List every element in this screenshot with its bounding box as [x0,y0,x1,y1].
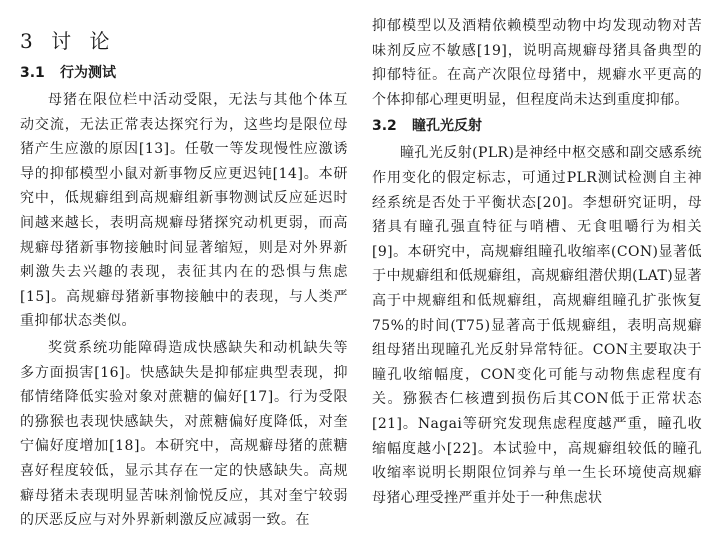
right-column [372,0,702,510]
paragraph: 奖赏系统功能障碍造成快感缺失和动机缺失等多方面损害[16]。快感缺失是抑郁症典型表现，抑郁情绪降低实验对象对蔗糖的偏好[17]。行为受限的猕猴也表现快感缺失，对蔗糖偏好度降低，对奎宁偏好度增加[18]。本研究中，高规癖母猪的蔗糖喜好程度较低，显示其存在一定的快感缺失。高规癖母猪未表现明显苦味剂愉悦反应，其对奎宁较弱的厌恶反应与对外界新刺激反应减弱一致。在 [20,339,348,529]
subsection-heading-3-2 [372,115,702,137]
subsection-heading-3-1 [20,62,348,84]
section-title: 3 讨 论 [20,29,116,53]
left-column [20,0,348,533]
paragraph: 瞳孔光反射(PLR)是神经中枢交感和副交感系统作用变化的假定标志，可通过PLR测试检测自主神经系统是否处于平衡状态[20]。李想研究证明，母猪具有瞳孔强直特征与哨槽、无食咀嚼行为相关[9]。本研究中，高规癖组瞳孔收缩率(CON)显著低于中规癖组和低规癖组，高规癖组潜伏期(LAT)显著高于中规癖组和低规癖组，高规癖组瞳孔扩张恢复75%的时间(T75)显著高于低规癖组，表明高规癖组母猪出现瞳孔光反射异常特征。CON主要取决于瞳孔收缩幅度，CON变化可能与动物焦虑程度有关。猕猴杏仁核遭到损伤后其CON低于正常状态[21]。Nagai等研究发现焦虑程度越严重，瞳孔收缩幅度越小[22]。本试验中，高规癖组较低的瞳孔收缩率说明长期限位饲养与单一生长环境使高规癖母猪心理受挫严重并处于一种焦虑状 [372,145,702,506]
subsection-title: 瞳孔光反射 [412,118,482,135]
paragraph-continued: 抑郁模型以及酒精依赖模型动物中均发现动物对苦味剂反应不敏感[19]，说明高规癖母猪具备典型的抑郁特征。在高产次限位母猪中，规癖水平更高的个体抑郁心理更明显，但程度尚未达到重度抑郁。 [372,18,702,108]
subsection-number: 3.2 [372,118,397,135]
subsection-number: 3.1 [20,65,45,81]
paragraph: 母猪在限位栏中活动受限，无法与其他个体互动交流，无法正常表达探究行为，这些均是限位母猪产生应激的原因[13]。任敬一等发现慢性应激诱导的抑郁模型小鼠对新事物反应更迟钝[14]。本研究中，低规癖组到高规癖组新事物测试反应延迟时间越来越长，表明高规癖母猪探究动机更弱，而高规癖母猪新事物接触时间显著缩短，则是对外界新刺激失去兴趣的表现，表征其内在的恐惧与焦虑[15]。高规癖母猪新事物接触中的表现，与人类严重抑郁状态类似。 [20,92,348,330]
subsection-title: 行为测试 [60,65,116,81]
